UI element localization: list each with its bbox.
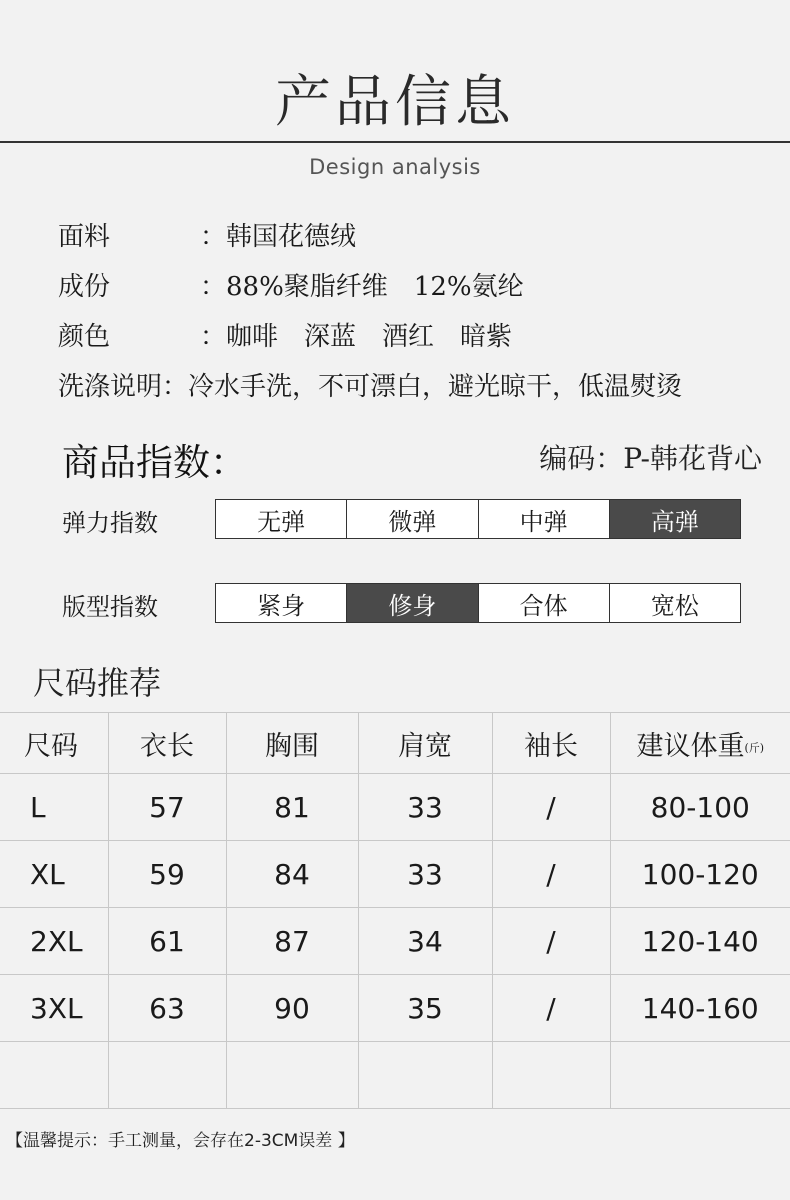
table-row: 2XL 61 87 34 / 120-140 [0,908,790,975]
page-subtitle: Design analysis [309,155,481,179]
header-shoulder: 肩宽 [358,713,492,774]
info-composition-label: 成份 [58,272,111,302]
header-weight: 建议体重(斤) [610,713,790,774]
info-composition [58,266,524,303]
product-code: 编码：P-韩花背心 [539,442,762,475]
weight-unit: (斤) [744,741,765,754]
fit-label: 版型指数 [62,593,158,621]
fit-scale [215,583,741,623]
info-washing-label: 洗涤说明 [58,372,163,402]
elasticity-option: 高弹 [610,500,740,538]
info-color-value: ：咖啡 深蓝 酒红 暗紫 [200,322,513,352]
info-fabric [58,216,356,253]
fit-option: 宽松 [650,591,699,620]
info-color-label: 颜色 [58,322,111,352]
size-section-title: 尺码推荐 [33,664,162,702]
size-table [0,712,790,1109]
header-sleeve: 袖长 [492,713,610,774]
elasticity-option: 微弹 [347,500,478,538]
title-divider [0,141,790,143]
fit-option: 合体 [479,584,610,622]
page-title: 产品信息 [275,70,515,135]
table-row-empty [0,1042,790,1109]
info-fabric-label: 面料 [58,222,111,252]
table-row: XL 59 84 33 / 100-120 [0,841,790,908]
info-washing [58,366,682,403]
table-header-row [0,713,790,774]
fit-option: 修身 [347,584,478,622]
header-length: 衣长 [108,713,226,774]
elasticity-option: 无弹 [216,500,347,538]
info-color [58,316,512,353]
elasticity-label: 弹力指数 [62,509,158,537]
info-washing-value: ：冷水手洗，不可漂白，避光晾干，低温熨烫 [162,372,683,402]
table-row: 3XL 63 90 35 / 140-160 [0,975,790,1042]
table-row: L 57 81 33 / 80-100 [0,774,790,841]
measurement-notice: 【温馨提示：手工测量，会存在2-3CM误差 】 [6,1131,355,1151]
header-chest: 胸围 [226,713,358,774]
elasticity-option: 中弹 [479,500,610,538]
index-heading: 商品指数： [62,441,247,484]
info-fabric-value: ：韩国花德绒 [200,222,357,252]
fit-option: 紧身 [216,584,347,622]
elasticity-scale [215,499,741,539]
header-size: 尺码 [0,713,108,774]
info-composition-value: ：88%聚脂纤维 12%氨纶 [200,272,524,302]
